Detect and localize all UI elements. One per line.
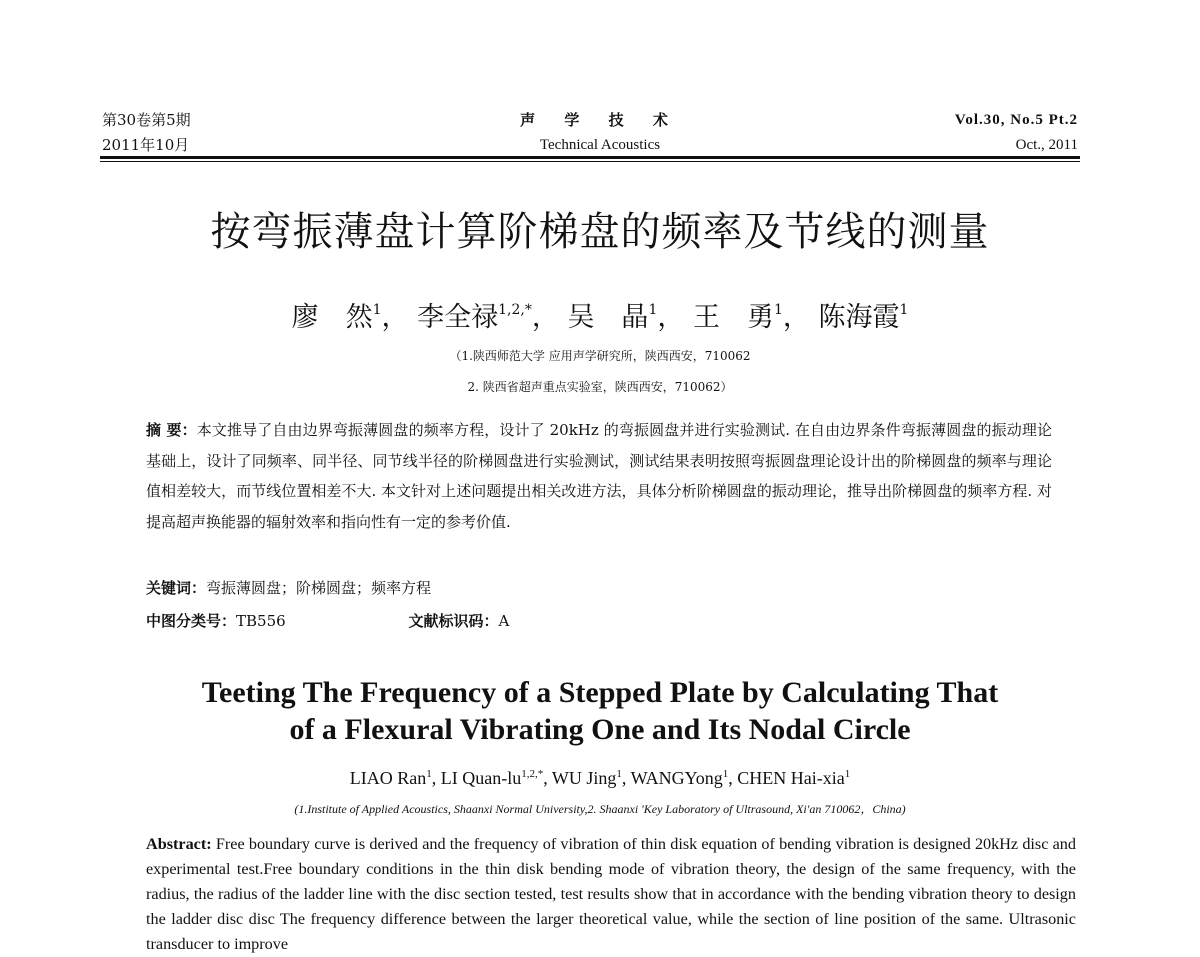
en-author: LIAO Ran bbox=[349, 768, 427, 788]
volume-en: Vol.30, No.5 Pt.2 bbox=[954, 112, 1078, 128]
journal-name-en: Technical Acoustics bbox=[539, 137, 661, 153]
en-author-sup: 1,2,* bbox=[521, 768, 544, 780]
date-en: Oct., 2011 bbox=[1015, 137, 1078, 153]
en-abstract bbox=[146, 832, 1076, 957]
en-title-line1: Teeting The Frequency of a Stepped Plate by Calculating That bbox=[201, 676, 999, 709]
date-cn: 2011年10月 bbox=[102, 136, 190, 154]
cn-author-sup: 1,2,* bbox=[498, 302, 532, 318]
cn-document-code bbox=[408, 610, 509, 631]
cn-author: 吴 晶 bbox=[567, 302, 649, 333]
en-author-sup: 1 bbox=[722, 768, 729, 780]
journal-name-cn: 声 学 技 术 bbox=[520, 111, 680, 129]
cn-authors: 廖 然$^1$， 李全禄$^{1,2,*}$， 吴 晶$^1$， 王 勇$^1$， 陈海霞$^1$ bbox=[291, 302, 909, 333]
cn-keywords-text: 弯振薄圆盘；阶梯圆盘；频率方程 bbox=[206, 579, 432, 597]
cn-affiliation-1: （1.陕西师范大学 应用声学研究所，陕西西安，710062 bbox=[449, 349, 751, 363]
cn-author-sup: 1 bbox=[372, 302, 382, 318]
cn-classification-value: TB556 bbox=[236, 612, 286, 630]
en-author-sup: 1 bbox=[426, 768, 432, 780]
en-title-line2: of a Flexural Vibrating One and Its Nodal Circle bbox=[289, 713, 911, 746]
cn-abstract-label: 摘 要： bbox=[146, 421, 197, 439]
en-author: WU Jing bbox=[551, 768, 617, 788]
header-volume-info bbox=[955, 108, 1078, 158]
cn-author-sup: 1 bbox=[899, 302, 909, 318]
issue-cn: 第30卷第5期 bbox=[102, 111, 191, 129]
en-author: LI Quan-lu bbox=[440, 768, 522, 788]
cn-abstract-text: 本文推导了自由边界弯振薄圆盘的频率方程，设计了 20kHz 的弯振圆盘并进行实验测试. 在自由边界条件弯振薄圆盘的振动理论基础上，设计了同频率、同半径、同节线半径的阶梯圆盘进行实验测试，测试结果表明按照弯振圆盘理论设计出的阶梯圆盘的频率与理论值相差较大，而节线位置相差不大. 本文针对上述问题提出相关改进方法，具体分析阶梯圆盘的振动理论，推导出阶梯圆盘的频率方程. 对提高超声换能器的辐射效率和指向性有一定的参考价值. bbox=[146, 421, 1052, 531]
cn-classification-label: 中图分类号： bbox=[146, 612, 237, 630]
header-rule-thin bbox=[100, 161, 1080, 162]
cn-author: 陈海霞 bbox=[818, 302, 900, 333]
cn-author: 廖 然 bbox=[291, 302, 373, 333]
cn-document-code-label: 文献标识码： bbox=[408, 612, 499, 630]
en-title bbox=[0, 674, 1200, 748]
cn-abstract bbox=[146, 415, 1052, 537]
cn-document-code-value: A bbox=[498, 612, 510, 630]
en-author: WANGYong bbox=[630, 768, 723, 788]
en-abstract-label: Abstract: bbox=[146, 835, 212, 853]
en-author-sup: 1 bbox=[616, 768, 622, 780]
cn-author-sup: 1 bbox=[648, 302, 658, 318]
header-rule-thick bbox=[100, 156, 1080, 159]
en-abstract-text: Free boundary curve is derived and the frequency of vibration of thin disk equation of bending vibration is designed 20kHz disc and experimental test.Free boundary conditions in the thin disk bending mode of vibration theory, the design of the same frequency, with the radius, the radius of the ladder line with the disc section tested, test results show that in accordance with the bending vibration theory to design the ladder disc disc The frequency difference between the larger theoretical value, while the section of line position of the same. Ultrasonic transducer to improve bbox=[146, 835, 1076, 953]
cn-author: 李全禄 bbox=[417, 302, 499, 333]
cn-classification bbox=[146, 610, 509, 631]
cn-title: 按弯振薄盘计算阶梯盘的频率及节线的测量 bbox=[210, 209, 990, 255]
cn-keywords bbox=[146, 577, 431, 598]
cn-affiliation-2: 2. 陕西省超声重点实验室，陕西西安，710062） bbox=[467, 380, 733, 394]
en-author: CHEN Hai-xia bbox=[737, 768, 845, 788]
cn-keywords-label: 关键词： bbox=[146, 579, 207, 597]
cn-author-sup: 1 bbox=[773, 302, 783, 318]
en-author-sup: 1 bbox=[844, 768, 851, 780]
en-affiliation: (1.Institute of Applied Acoustics, Shaanxi Normal University,2. Shaanxi 'Key Laboratory of Ultrasound, Xi'an 710062，China) bbox=[294, 802, 906, 816]
en-authors: LIAO Ran$^1$, LI Quan-$lu^{1,2,*}$, WU Jing$^1$, WANGYong$^1$, CHEN Hai-xia$^1$ bbox=[349, 768, 851, 788]
cn-author: 王 勇 bbox=[692, 302, 774, 333]
